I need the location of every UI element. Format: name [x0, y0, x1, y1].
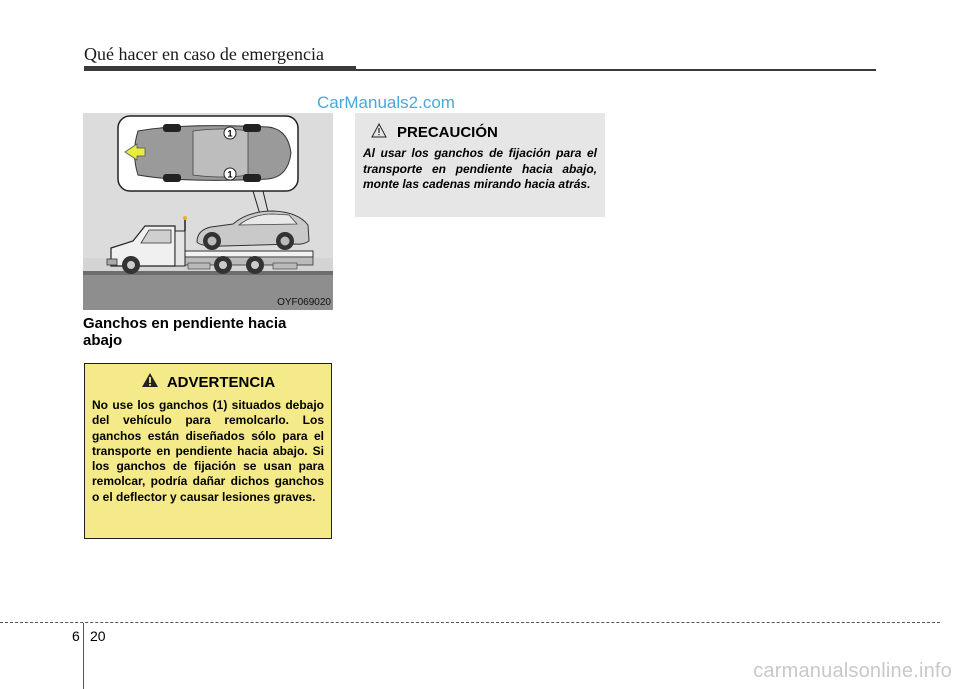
page-header-title: Qué hacer en caso de emergencia	[84, 44, 325, 64]
warning-box	[84, 363, 332, 539]
page-number: 20	[90, 628, 106, 644]
caution-text: Al usar los ganchos de fijación para el transporte en pendiente hacia abajo, monte las cadenas mirando hacia atrás.	[363, 146, 597, 191]
figure-code: OYF069020	[277, 297, 331, 308]
footer-vertical-rule	[83, 623, 84, 689]
caution-triangle-icon	[371, 123, 387, 142]
warning-triangle-icon	[141, 372, 159, 392]
figure-caption: Ganchos en pendiente hacia abajo	[83, 315, 287, 349]
tow-truck-illustration	[83, 113, 333, 310]
watermark-top: CarManuals2.com	[317, 93, 455, 112]
section-number: 6	[72, 628, 80, 644]
tow-illustration-svg	[83, 113, 333, 310]
footer-dashed-rule	[0, 622, 940, 623]
caution-box	[355, 113, 605, 217]
hook-label-rear: 1	[227, 169, 233, 180]
warning-title: ADVERTENCIA	[166, 373, 276, 391]
header-rule-thick	[84, 66, 356, 71]
hook-label-front: 1	[227, 128, 233, 139]
warning-title-row	[92, 372, 324, 392]
watermark-bottom: carmanualsonline.info	[753, 660, 952, 682]
warning-text: No use los ganchos (1) situados debajo del vehículo para remolcarlo. Los ganchos están diseñados sólo para el transporte en pendiente hacia abajo. Si los ganchos de fijación se usan para remolcar, podría dañar dichos ganchos o el deflector y causar lesiones graves.	[92, 398, 324, 504]
caution-title: PRECAUCIÓN	[397, 124, 498, 141]
header-rule-thin	[356, 69, 876, 71]
caution-title-row	[371, 123, 597, 142]
